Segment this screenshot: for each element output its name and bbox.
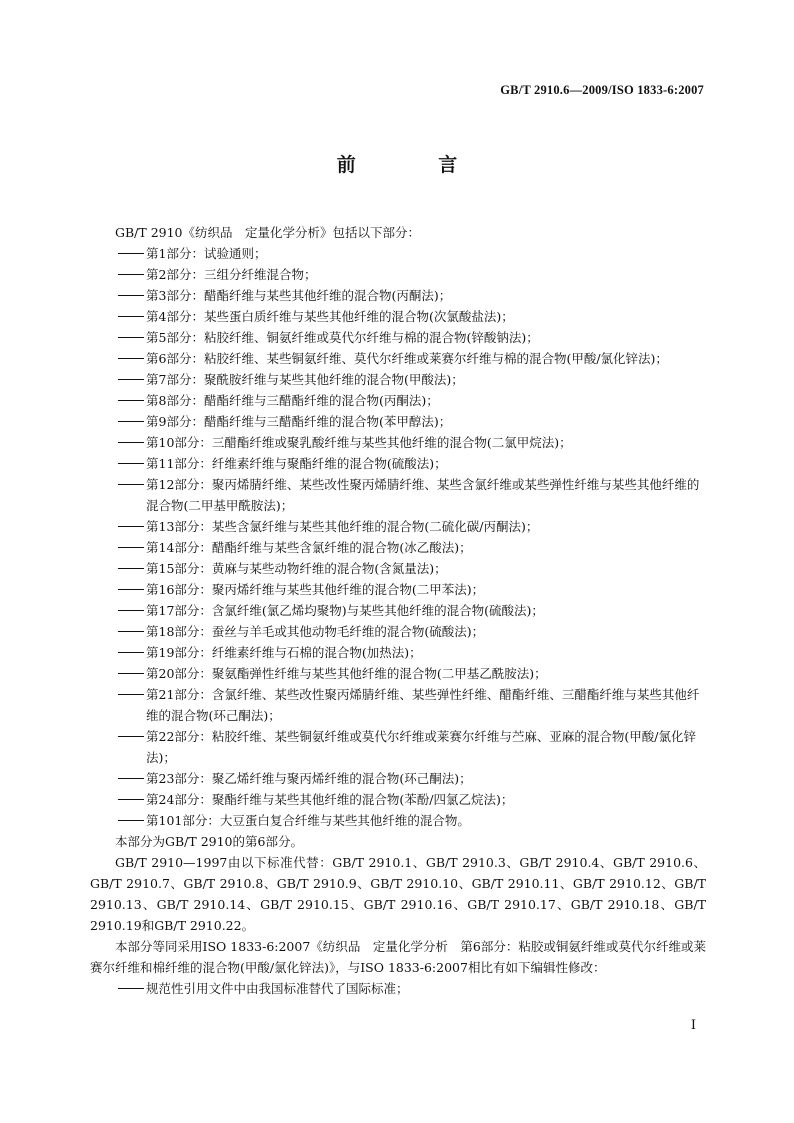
part-item bbox=[90, 600, 706, 621]
part-item bbox=[90, 264, 706, 285]
intro-paragraph: GB/T 2910《纺织品 定量化学分析》包括以下部分： bbox=[115, 225, 421, 240]
part-item bbox=[90, 327, 706, 348]
part-item-text: 第8部分：醋酯纤维与三醋酯纤维的混合物(丙酮法)； bbox=[146, 393, 439, 408]
part-item-text: 第101部分：大豆蛋白复合纤维与某些其他纤维的混合物。 bbox=[146, 813, 470, 828]
part-item-text: 第23部分：聚乙烯纤维与聚丙烯纤维的混合物(环己酮法)； bbox=[146, 771, 472, 786]
part-item-text: 第1部分：试验通则； bbox=[146, 246, 267, 261]
part-item bbox=[90, 411, 706, 432]
part-item bbox=[90, 348, 706, 369]
part-item-text: 第17部分：含氯纤维(氯乙烯均聚物)与某些其他纤维的混合物(硫酸法)； bbox=[146, 603, 544, 618]
parts-list bbox=[90, 243, 706, 831]
edit-item bbox=[90, 978, 706, 999]
part-item bbox=[90, 579, 706, 600]
part-item-text: 第2部分：三组分纤维混合物； bbox=[146, 267, 317, 282]
part-item-text: 第5部分：粘胶纤维、铜氨纤维或莫代尔纤维与棉的混合物(锌酸钠法)； bbox=[146, 330, 539, 345]
part-item-text: 第21部分：含氯纤维、某些改性聚丙烯腈纤维、某些弹性纤维、醋酯纤维、三醋酯纤维与某些其他纤维的混合物(环己酮法)； bbox=[146, 687, 700, 723]
part-item bbox=[90, 810, 706, 831]
part-item bbox=[90, 726, 706, 768]
part-item bbox=[90, 285, 706, 306]
page-title: 前 言 bbox=[336, 154, 496, 176]
part-item-text: 第15部分：黄麻与某些动物纤维的混合物(含氮量法)； bbox=[146, 561, 447, 576]
part-item bbox=[90, 768, 706, 789]
part-item bbox=[90, 243, 706, 264]
part-item bbox=[90, 621, 706, 642]
part-item bbox=[90, 789, 706, 810]
part-item-text: 第9部分：醋酯纤维与三醋酯纤维的混合物(苯甲醇法)； bbox=[146, 414, 452, 429]
part-item bbox=[90, 453, 706, 474]
part-item-text: 第14部分：醋酯纤维与某些含氯纤维的混合物(冰乙酸法)； bbox=[146, 540, 472, 555]
part-item-text: 第19部分：纤维素纤维与石棉的混合物(加热法)； bbox=[146, 645, 422, 660]
document-header: GB/T 2910.6—2009/ISO 1833-6:2007 bbox=[500, 83, 704, 97]
part-item bbox=[90, 663, 706, 684]
part-item bbox=[90, 432, 706, 453]
part-item bbox=[90, 474, 706, 516]
part-item-text: 第3部分：醋酯纤维与某些其他纤维的混合物(丙酮法)； bbox=[146, 288, 452, 303]
part-item-text: 第12部分：聚丙烯腈纤维、某些改性聚丙烯腈纤维、某些含氯纤维或某些弹性纤维与某些其他纤维的混合物(二甲基甲酰胺法)； bbox=[146, 477, 700, 513]
part-item-text: 第13部分：某些含氯纤维与某些其他纤维的混合物(二硫化碳/丙酮法)； bbox=[146, 519, 539, 534]
part-item bbox=[90, 390, 706, 411]
part-item-text: 第7部分：聚酰胺纤维与某些其他纤维的混合物(甲酸法)； bbox=[146, 372, 464, 387]
part-item bbox=[90, 369, 706, 390]
adoption-paragraph: 本部分等同采用ISO 1833-6:2007《纺织品 定量化学分析 第6部分：粘胶或铜氨纤维或莫代尔纤维或莱赛尔纤维和棉纤维的混合物(甲酸/氯化锌法)》，与ISO 1833-6:2007相比有如下编辑性修改： bbox=[90, 939, 706, 975]
part-item bbox=[90, 558, 706, 579]
part-statement: 本部分为GB/T 2910的第6部分。 bbox=[115, 834, 303, 849]
part-item bbox=[90, 516, 706, 537]
foreword-body bbox=[90, 222, 706, 999]
part-item bbox=[90, 642, 706, 663]
part-item-text: 第20部分：聚氨酯弹性纤维与某些其他纤维的混合物(二甲基乙酰胺法)； bbox=[146, 666, 547, 681]
part-item-text: 第11部分：纤维素纤维与聚酯纤维的混合物(硫酸法)； bbox=[146, 456, 447, 471]
edits-list bbox=[90, 978, 706, 999]
part-item-text: 第10部分：三醋酯纤维或聚乳酸纤维与某些其他纤维的混合物(二氯甲烷法)； bbox=[146, 435, 572, 450]
part-item-text: 第18部分：蚕丝与羊毛或其他动物毛纤维的混合物(硫酸法)； bbox=[146, 624, 485, 639]
part-item-text: 第24部分：聚酯纤维与某些其他纤维的混合物(苯酚/四氯乙烷法)； bbox=[146, 792, 514, 807]
part-item-text: 第6部分：粘胶纤维、某些铜氨纤维、莫代尔纤维或莱赛尔纤维与棉的混合物(甲酸/氯化锌法)； bbox=[146, 351, 668, 366]
part-item bbox=[90, 537, 706, 558]
part-item-text: 第4部分：某些蛋白质纤维与某些其他纤维的混合物(次氯酸盐法)； bbox=[146, 309, 514, 324]
page-number: I bbox=[690, 1018, 696, 1033]
part-item-text: 第16部分：聚丙烯纤维与某些其他纤维的混合物(二甲苯法)； bbox=[146, 582, 485, 597]
part-item bbox=[90, 684, 706, 726]
replacement-paragraph: GB/T 2910—1997由以下标准代替：GB/T 2910.1、GB/T 2910.3、GB/T 2910.4、GB/T 2910.6、GB/T 2910.7、GB/T 2910.8、GB/T 2910.9、GB/T 2910.10、GB/T 2910.11、GB/T 2910.12、GB/T 2910.13、GB/T 2910.14、GB/T 2910.15、GB/T 2910.16、GB/T 2910.17、GB/T 2910.18、GB/T 2910.19和GB/T 2910.22。 bbox=[90, 855, 706, 933]
part-item-text: 第22部分：粘胶纤维、某些铜氨纤维或莫代尔纤维或莱赛尔纤维与苎麻、亚麻的混合物(甲酸/氯化锌法)； bbox=[146, 729, 696, 765]
part-item bbox=[90, 306, 706, 327]
edit-item-text: 规范性引用文件中由我国标准替代了国际标准； bbox=[146, 981, 409, 996]
